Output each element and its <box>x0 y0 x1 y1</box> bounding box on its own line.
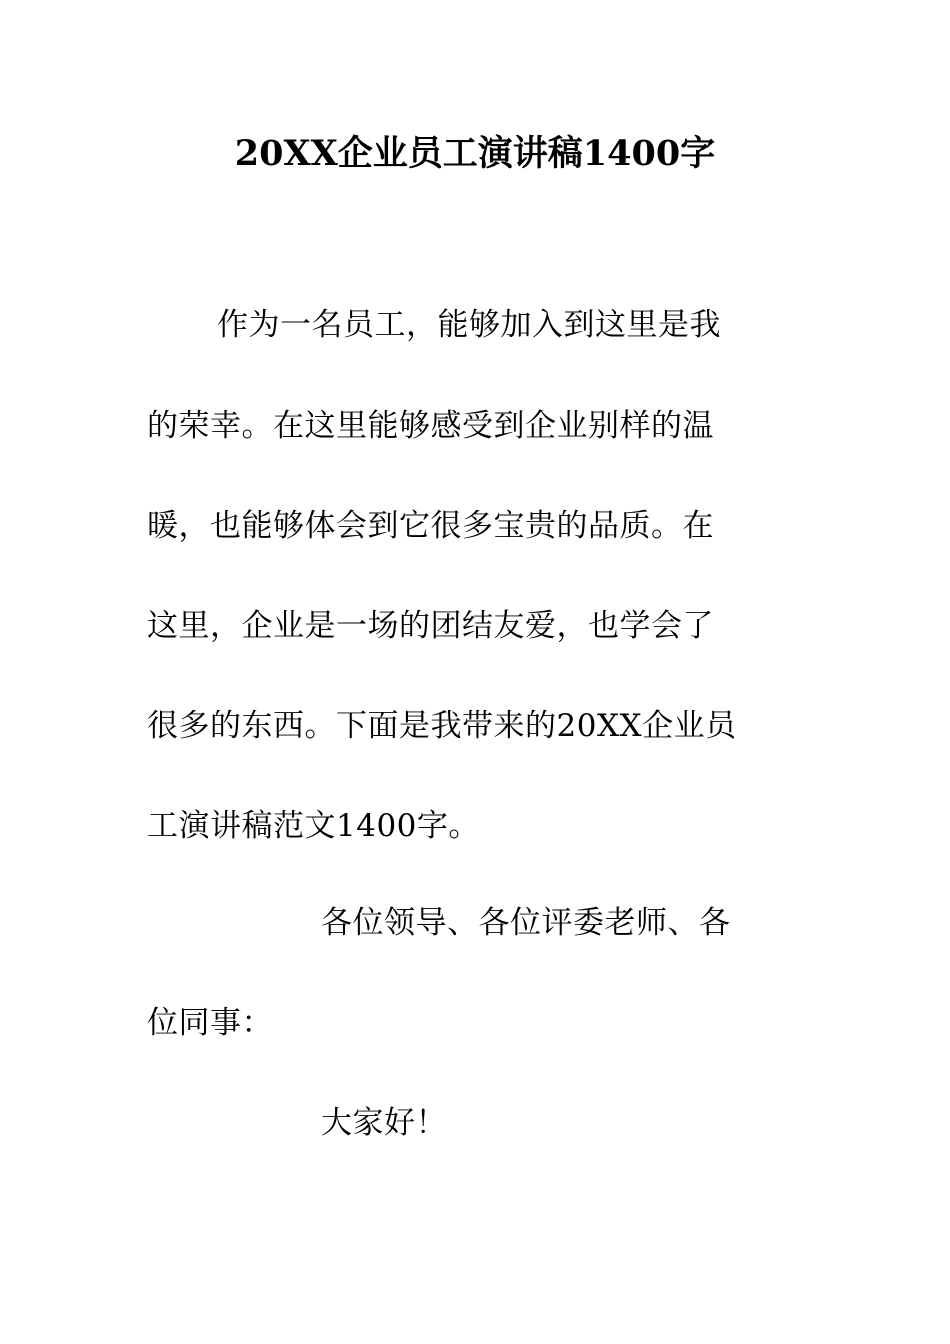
salutation-line: 位同事： <box>147 1005 273 1041</box>
greeting-line: 大家好！ <box>321 1105 447 1141</box>
body-line: 暖，也能够体会到它很多宝贵的品质。在 <box>147 508 714 544</box>
body-line: 作为一名员工，能够加入到这里是我 <box>217 307 721 343</box>
body-line: 这里，企业是一场的团结友爱，也学会了 <box>147 608 714 644</box>
document-title: 20XX企业员工演讲稿1400字 <box>234 133 716 174</box>
body-line: 的荣幸。在这里能够感受到企业别样的温 <box>147 408 714 444</box>
body-line: 很多的东西。下面是我带来的20XX企业员 <box>147 708 737 744</box>
salutation-line: 各位领导、各位评委老师、各 <box>321 905 731 941</box>
body-line: 工演讲稿范文1400字。 <box>147 808 480 844</box>
